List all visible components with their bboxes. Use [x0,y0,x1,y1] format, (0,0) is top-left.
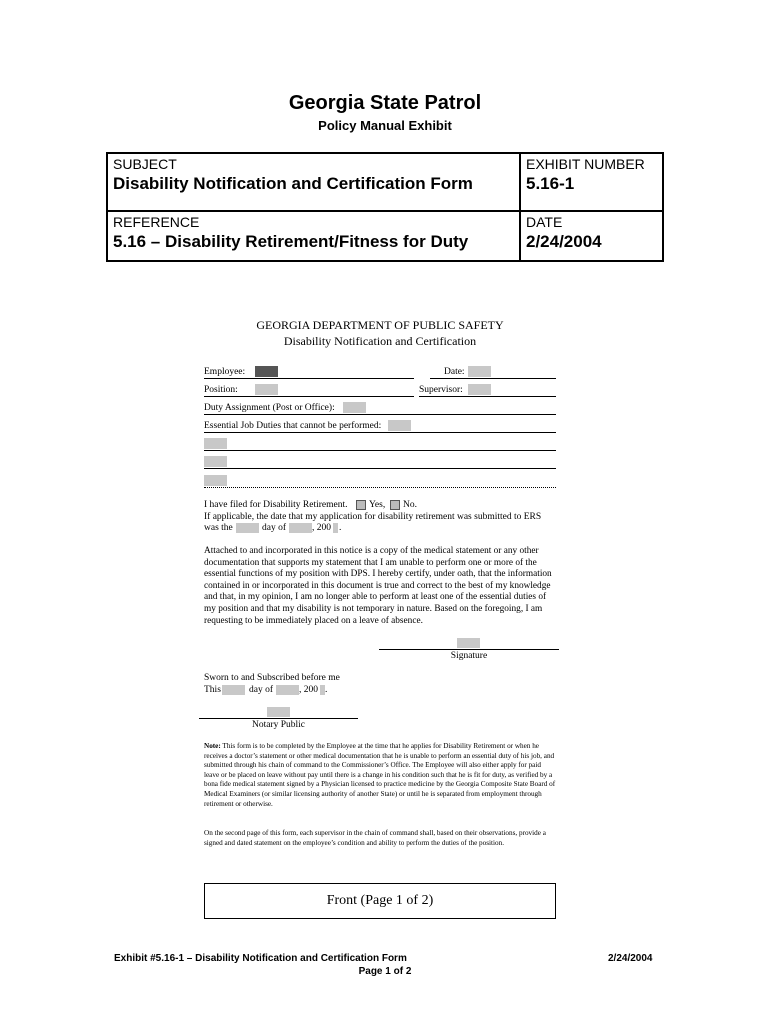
note-label: Note: [204,742,221,750]
date-value: 2/24/2004 [526,232,602,251]
reference-label: REFERENCE [113,214,200,230]
applicable-day-of: day of [262,523,287,533]
reference-value: 5.16 – Disability Retirement/Fitness for Duty [113,232,469,251]
employee-underline [204,378,414,379]
applicable-was-the: was the [204,523,233,533]
page-title: Georgia State Patrol [288,92,482,114]
date-underline [430,378,556,379]
duty-assignment-field[interactable] [343,402,366,413]
no-checkbox[interactable] [390,500,400,510]
exhibit-value: 5.16-1 [526,174,575,193]
supervisor-underline [419,396,556,397]
applicable-line: If applicable, the date that my application for disability retirement was submitted to ERS [204,512,542,522]
footer-date: 2/24/2004 [608,953,653,964]
page-indicator-box: Front (Page 1 of 2) [204,883,556,919]
essential-duty-line-3 [204,487,556,488]
ers-day-field[interactable] [236,523,259,533]
sworn-this: This [204,685,221,695]
sworn-day-of: day of [249,685,274,695]
date-label: DATE [526,214,563,230]
essential-duty-line-2-field[interactable] [204,456,227,467]
date-field[interactable] [468,366,491,377]
reference-cell [108,212,521,260]
note-text: This form is to be completed by the Employee at the time that he applies for Disability Retirement or when he receives a doctor’s statement or other medical documentation that he is unable to perform an essential duty of his job, and submitted through his chain of command to the Commissioner’s Office. The Employee will also either apply for paid leave or be placed on leave without pay until there is a change in his condition such that he is fit for duty, as verified by a bona fide medical statement signed by a Physician licensed to practice medicine by the Georgia Composite State Board of Medical Examiners (or similar licensing authority of another State) or until he is separated from employment through retirement or otherwise. [204,742,556,808]
essential-duty-line-1-field[interactable] [204,438,227,449]
notary-underline [199,718,358,719]
yes-checkbox[interactable] [356,500,366,510]
essential-duties-field[interactable] [388,420,411,431]
signature-underline [379,649,559,650]
footer-page-number: Page 1 of 2 [358,966,412,977]
exhibit-cell [521,154,662,212]
yes-label: Yes, [369,500,386,510]
duty-assignment-label: Duty Assignment (Post or Office): [204,403,335,413]
page-subtitle: Policy Manual Exhibit [318,118,452,133]
exhibit-label: EXHIBIT NUMBER [526,156,645,172]
notary-label: Notary Public [251,720,306,730]
duty-assignment-underline [204,414,556,415]
subject-cell [108,154,521,212]
applicable-year: , 200 [312,523,331,533]
ers-year-field[interactable] [333,523,338,533]
position-field[interactable] [255,384,278,395]
essential-duty-line-2 [204,468,556,469]
filed-statement: I have filed for Disability Retirement. [204,500,348,510]
employee-label: Employee: [204,367,246,377]
header-table [106,152,664,262]
sworn-month-field[interactable] [276,685,299,695]
instructions-note [204,742,556,809]
certification-statement: Attached to and incorporated in this notice is a copy of the medical statement or any other documentation that supports my statement that I am unable to perform one or more of the essential functions of my position with DPS. I hereby certify, under oath, that the information contained in or incorporated in this document is true and correct to the best of my knowledge and that, in my opinion, I am no longer able to perform at least one of the essential duties of my position and that my disability is not temporary in nature. Based on the foregoing, I am requesting to be immediately placed on a leave of absence. [204,546,552,626]
ers-month-field[interactable] [289,523,312,533]
sworn-day-field[interactable] [222,685,245,695]
date-field-label: Date: [444,367,465,377]
essential-duties-label: Essential Job Duties that cannot be performed: [204,421,382,431]
agency-name: GEORGIA DEPARTMENT OF PUBLIC SAFETY [256,318,504,332]
sworn-end: . [325,685,328,695]
signature-label: Signature [450,651,488,661]
sworn-year: , 200 [299,685,318,695]
second-page-note: On the second page of this form, each supervisor in the chain of command shall, based on their observations, provide a signed and dated statement on the employee’s condition and ability to perform the duties of the position. [204,829,546,847]
notary-field[interactable] [267,707,290,717]
no-label: No. [403,500,417,510]
supervisor-field[interactable] [468,384,491,395]
essential-duty-line-1 [204,450,556,451]
applicable-end: . [339,523,342,533]
position-label: Position: [204,385,238,395]
footer-exhibit-title: Exhibit #5.16-1 – Disability Notification and Certification Form [114,953,407,964]
essential-duties-underline [204,432,556,433]
sworn-line: Sworn to and Subscribed before me [204,673,340,683]
essential-duty-line-3-field[interactable] [204,475,227,486]
form-title: Disability Notification and Certification [283,334,477,348]
date-cell [521,212,662,260]
subject-value: Disability Notification and Certification Form [113,174,473,193]
signature-field[interactable] [457,638,480,648]
subject-label: SUBJECT [113,156,177,172]
supervisor-label: Supervisor: [419,385,463,395]
position-underline [204,396,414,397]
employee-field[interactable] [255,366,278,377]
